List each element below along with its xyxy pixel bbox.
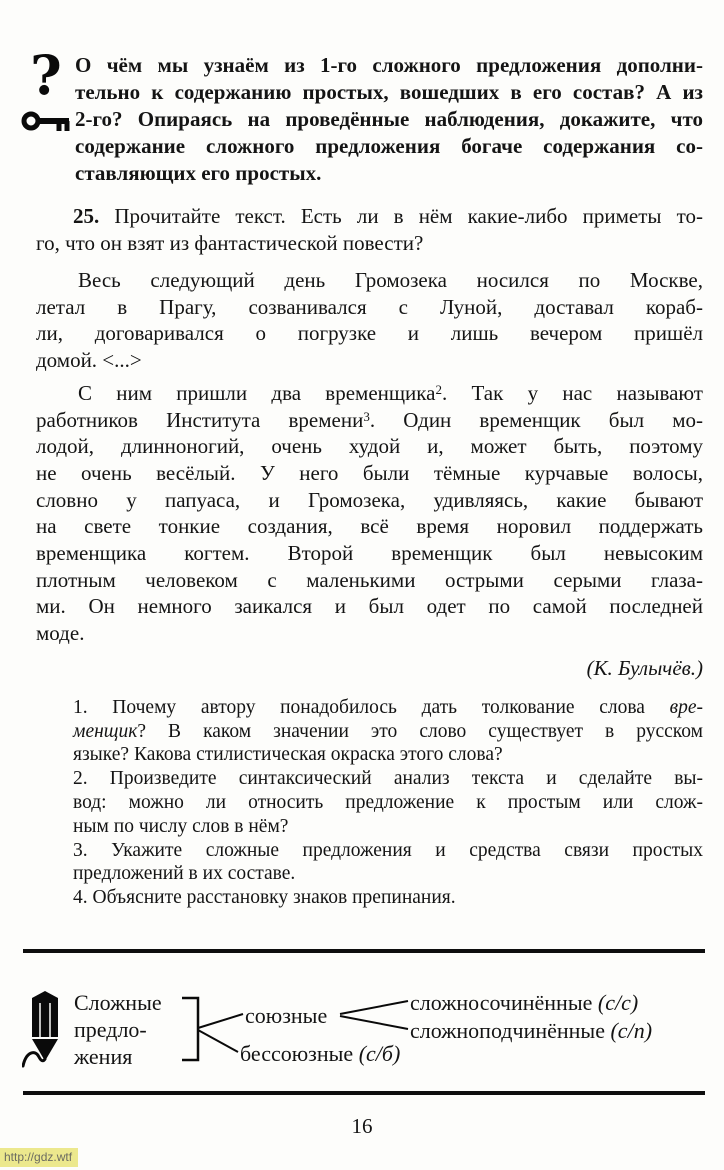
question-text: 1. Почему автору понадобилось дать толкование слова: [73, 696, 670, 718]
divider-rule-bottom: [23, 1091, 705, 1095]
complex-sentence-scheme: [22, 986, 717, 1076]
footnote-ref-2: 2: [435, 381, 442, 397]
scheme-abbr: (с/п): [610, 1018, 653, 1044]
intro-line: 2-го? Опираясь на проведённые наблюдения, докажите, что: [75, 107, 703, 131]
exercise-text: Прочитайте текст. Есть ли в нём какие-либо приметы то-: [114, 204, 703, 228]
story-line: лодой, длинноногий, очень худой и, может быть, поэтому: [36, 434, 703, 459]
scheme-leaf-text: сложносочинённые: [410, 990, 593, 1016]
question-3-line: предложений в их составе.: [73, 863, 296, 885]
exercise-line: [36, 203, 703, 230]
exercise-questions: [73, 696, 703, 910]
divider-rule-top: [23, 949, 705, 953]
scheme-root-line: предло-: [74, 1017, 147, 1043]
intro-question-section: [30, 43, 703, 187]
story-line: летал в Прагу, созванивался с Луной, доставал кораб-: [36, 294, 703, 319]
story-line: Весь следующий день Громозека носился по Москве,: [78, 268, 703, 292]
story-line: моде.: [36, 621, 85, 646]
story-text: работников Института времени: [36, 407, 364, 432]
intro-icon-column: [21, 43, 71, 134]
intro-line: О чём мы узнаём из 1-го сложного предложения дополни-: [75, 53, 703, 77]
scheme-leaf-text: сложноподчинённые: [410, 1018, 605, 1044]
question-text: ? В каком значении это слово существует в русском: [137, 720, 703, 742]
scheme-abbr: (с/б): [358, 1041, 401, 1067]
question-2-line: вод: можно ли относить предложение к простым или слож-: [73, 792, 703, 814]
scheme-root-line: Сложные: [74, 990, 162, 1016]
intro-line: содержание сложного предложения богаче содержания со-: [75, 134, 703, 158]
scheme-branch-text: бессоюзные: [240, 1041, 354, 1067]
story-line: ли, договаривался о погрузке и лишь вечером пришёл: [36, 321, 703, 346]
story-text: . Один временщик был мо-: [369, 407, 703, 432]
question-3-line: 3. Укажите сложные предложения и средства связи простых: [73, 839, 703, 861]
intro-line: ставляющих его простых.: [75, 161, 322, 185]
story-line: [36, 380, 703, 407]
story-line: не очень весёлый. У него были тёмные курчавые волосы,: [36, 460, 703, 485]
question-1-line: языке? Какова стилистическая окраска этого слова?: [73, 744, 503, 766]
question-1-line: [73, 720, 703, 744]
exercise-number: 25.: [73, 204, 100, 228]
story-line: плотным человеком с маленькими острыми серыми глаза-: [36, 567, 703, 592]
scheme-leaf-slozhnopodchinyonnye: [410, 1017, 652, 1044]
scheme-abbr: (с/с): [597, 990, 639, 1016]
question-term-italic: менщик: [73, 720, 138, 742]
question-2-line: 2. Произведите синтаксический анализ текста и сделайте вы-: [73, 768, 703, 790]
author-attribution: (К. Булычёв.): [586, 655, 703, 680]
question-term-italic: вре-: [669, 696, 703, 718]
scheme-branch-soyuznye: союзные: [245, 1003, 328, 1029]
story-paragraph-1: [36, 267, 703, 374]
story-paragraph-2: [36, 380, 703, 647]
story-line: ми. Он немного заикался и был одет по самой последней: [36, 594, 703, 619]
scheme-leaf-slozhnosochinyonnye: [410, 989, 638, 1016]
footnote-ref-3: 3: [363, 408, 370, 424]
question-mark-icon: ?: [30, 43, 62, 107]
scheme-root-label: [74, 989, 162, 1070]
key-icon: [21, 108, 71, 134]
exercise-25-instruction: [36, 203, 703, 257]
question-2-line: ным по числу слов в нём?: [73, 815, 289, 837]
story-line: временщика когтем. Второй временщик был невысоким: [36, 541, 703, 566]
scheme-branch-bessoyuznye: [240, 1040, 400, 1067]
exercise-line: го, что он взят из фантастической повести?: [36, 231, 424, 255]
story-line: на свете тонкие создания, всё время норовил поддержать: [36, 514, 703, 539]
story-line: [36, 407, 703, 434]
question-1-line: [73, 696, 703, 720]
question-4-line: 4. Объясните расстановку знаков препинания.: [73, 887, 456, 909]
page-number: 16: [351, 1114, 373, 1139]
story-line: словно у папуаса, и Громозека, удивляясь, какие бывают: [36, 487, 703, 512]
intro-line: тельно к содержанию простых, вошедших в его состав? А из: [75, 80, 703, 104]
story-text: . Так у нас называют: [442, 380, 703, 405]
story-line: домой. <...>: [36, 348, 142, 373]
story-text: С ним пришли два временщика: [78, 380, 436, 405]
scheme-root-line: жения: [74, 1044, 133, 1070]
watermark: http://gdz.wtf: [0, 1148, 78, 1167]
